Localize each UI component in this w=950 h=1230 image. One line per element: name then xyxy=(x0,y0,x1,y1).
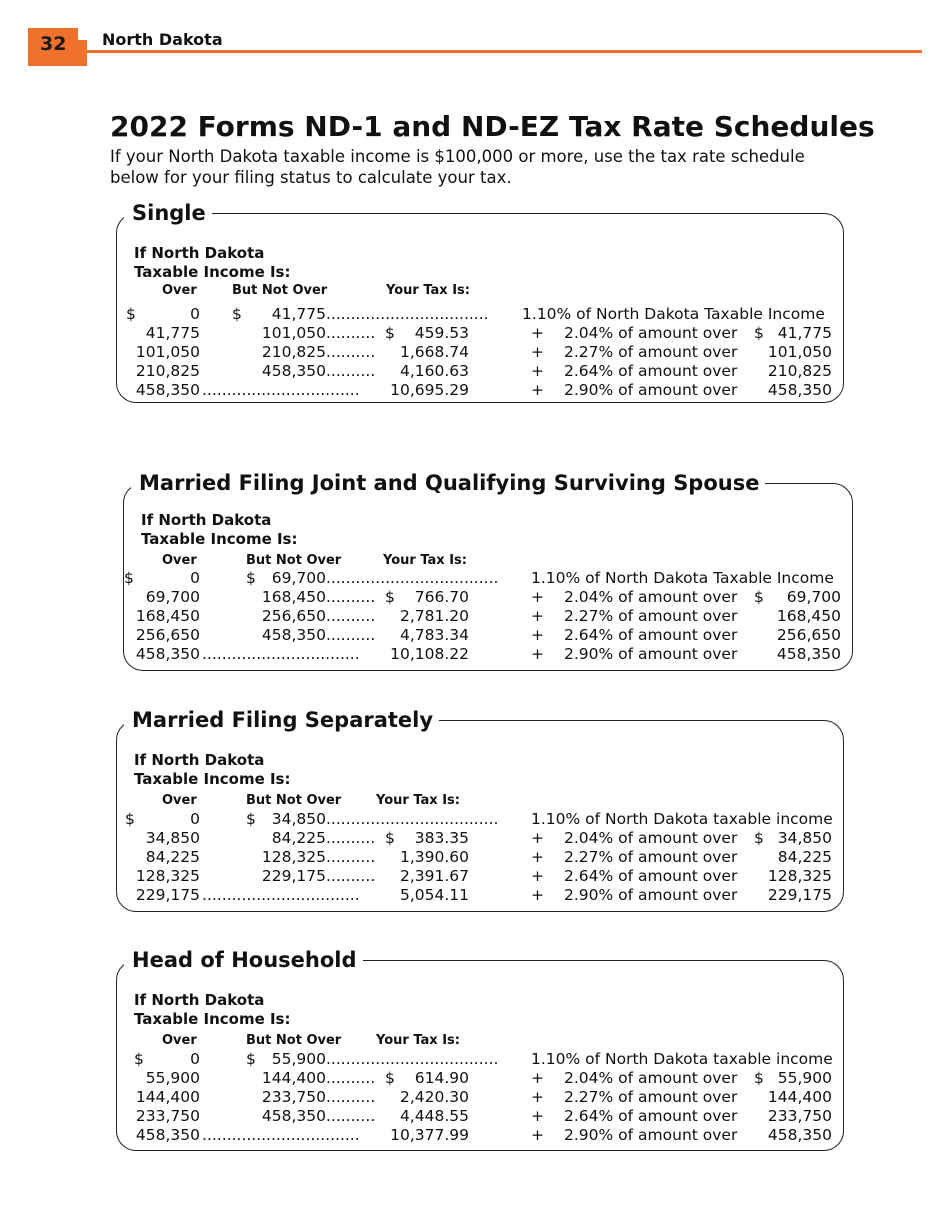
cell-rate: 2.90% of amount over xyxy=(564,1126,738,1144)
column-header-over: Over xyxy=(162,553,197,568)
plus-sign: + xyxy=(531,867,544,885)
column-header-but-not-over: But Not Over xyxy=(246,1033,342,1048)
dollar-sign: $ xyxy=(385,324,395,342)
leader-dots: ................................. xyxy=(326,305,489,323)
cell-but-not-over: 233,750 xyxy=(261,1088,326,1106)
cell-tax-amount: 459.53 xyxy=(414,324,469,342)
table-row xyxy=(123,626,853,645)
cell-amount-over: 69,700 xyxy=(786,588,841,606)
cell-but-not-over: 458,350 xyxy=(261,626,326,644)
cell-but-not-over: 229,175 xyxy=(261,867,326,885)
leader-dots: .......... xyxy=(326,607,376,625)
cell-over: 69,700 xyxy=(145,588,200,606)
dollar-sign: $ xyxy=(385,829,395,847)
cell-amount-over: 210,825 xyxy=(767,362,832,380)
column-header-but-not-over: But Not Over xyxy=(232,283,328,298)
cell-over: 144,400 xyxy=(135,1088,200,1106)
leader-dots: ................................... xyxy=(326,1050,499,1068)
page-title: 2022 Forms ND-1 and ND-EZ Tax Rate Schedules xyxy=(110,110,875,143)
subheading-line1: If North Dakota xyxy=(134,991,265,1009)
cell-rate: 1.10% of North Dakota taxable income xyxy=(531,810,833,828)
cell-over: 41,775 xyxy=(145,324,200,342)
plus-sign: + xyxy=(531,1107,544,1125)
schedule-single xyxy=(116,201,844,403)
leader-dots: ................................ xyxy=(202,886,360,904)
dollar-sign: $ xyxy=(246,1050,256,1068)
plus-sign: + xyxy=(531,607,544,625)
cell-rate: 2.90% of amount over xyxy=(564,381,738,399)
cell-over: 458,350 xyxy=(135,381,200,399)
cell-amount-over: 34,850 xyxy=(777,829,832,847)
table-row xyxy=(123,645,853,664)
cell-over: 0 xyxy=(190,1050,200,1068)
leader-dots: .......... xyxy=(326,362,376,380)
leader-dots: ................................ xyxy=(202,645,360,663)
table-row xyxy=(116,1126,844,1145)
table-row xyxy=(116,343,844,362)
plus-sign: + xyxy=(531,829,544,847)
cell-but-not-over: 34,850 xyxy=(271,810,326,828)
cell-over: 0 xyxy=(190,569,200,587)
subheading-line2: Taxable Income Is: xyxy=(134,1010,291,1028)
dollar-sign: $ xyxy=(125,810,135,828)
cell-rate: 2.04% of amount over xyxy=(564,324,738,342)
leader-dots: .......... xyxy=(326,626,376,644)
leader-dots: .......... xyxy=(326,829,376,847)
leader-dots: .......... xyxy=(326,324,376,342)
cell-tax-amount: 2,391.67 xyxy=(399,867,469,885)
cell-rate: 2.27% of amount over xyxy=(564,343,738,361)
cell-amount-over: 41,775 xyxy=(777,324,832,342)
cell-but-not-over: 458,350 xyxy=(261,1107,326,1125)
table-row xyxy=(116,324,844,343)
cell-tax-amount: 10,695.29 xyxy=(390,381,469,399)
cell-rate: 2.04% of amount over xyxy=(564,1069,738,1087)
column-header-over: Over xyxy=(162,283,197,298)
cell-but-not-over: 128,325 xyxy=(261,848,326,866)
cell-rate: 1.10% of North Dakota Taxable Income xyxy=(531,569,834,587)
cell-but-not-over: 84,225 xyxy=(271,829,326,847)
table-row xyxy=(116,381,844,400)
cell-amount-over: 256,650 xyxy=(776,626,841,644)
table-row xyxy=(116,1088,844,1107)
cell-over: 0 xyxy=(190,305,200,323)
table-row xyxy=(123,607,853,626)
subheading-line1: If North Dakota xyxy=(134,751,265,769)
subheading-line1: If North Dakota xyxy=(141,511,272,529)
cell-rate: 1.10% of North Dakota taxable income xyxy=(531,1050,833,1068)
subheading-line2: Taxable Income Is: xyxy=(134,770,291,788)
cell-rate: 2.27% of amount over xyxy=(564,1088,738,1106)
leader-dots: .......... xyxy=(326,343,376,361)
cell-but-not-over: 256,650 xyxy=(261,607,326,625)
cell-over: 458,350 xyxy=(135,645,200,663)
cell-rate: 2.64% of amount over xyxy=(564,362,738,380)
plus-sign: + xyxy=(531,1088,544,1106)
cell-over: 34,850 xyxy=(145,829,200,847)
cell-over: 233,750 xyxy=(135,1107,200,1125)
plus-sign: + xyxy=(531,324,544,342)
column-header-but-not-over: But Not Over xyxy=(246,793,342,808)
cell-tax-amount: 383.35 xyxy=(414,829,469,847)
cell-tax-amount: 10,377.99 xyxy=(390,1126,469,1144)
cell-tax-amount: 5,054.11 xyxy=(399,886,469,904)
table-row xyxy=(116,362,844,381)
header-state-name: North Dakota xyxy=(102,30,223,49)
table-row xyxy=(116,848,844,867)
cell-rate: 2.64% of amount over xyxy=(564,867,738,885)
cell-rate: 2.64% of amount over xyxy=(564,626,738,644)
cell-over: 229,175 xyxy=(135,886,200,904)
subheading-line2: Taxable Income Is: xyxy=(134,263,291,281)
column-header-your-tax: Your Tax Is: xyxy=(386,283,470,298)
cell-over: 84,225 xyxy=(145,848,200,866)
cell-but-not-over: 210,825 xyxy=(261,343,326,361)
table-row xyxy=(116,305,844,324)
cell-tax-amount: 4,448.55 xyxy=(399,1107,469,1125)
cell-but-not-over: 55,900 xyxy=(271,1050,326,1068)
column-header-over: Over xyxy=(162,1033,197,1048)
cell-but-not-over: 458,350 xyxy=(261,362,326,380)
cell-over: 458,350 xyxy=(135,1126,200,1144)
leader-dots: .......... xyxy=(326,867,376,885)
leader-dots: .......... xyxy=(326,1107,376,1125)
cell-amount-over: 101,050 xyxy=(767,343,832,361)
cell-over: 210,825 xyxy=(135,362,200,380)
cell-amount-over: 229,175 xyxy=(767,886,832,904)
cell-rate: 2.04% of amount over xyxy=(564,588,738,606)
cell-amount-over: 233,750 xyxy=(767,1107,832,1125)
dollar-sign: $ xyxy=(754,1069,764,1087)
dollar-sign: $ xyxy=(124,569,134,587)
dollar-sign: $ xyxy=(754,588,764,606)
leader-dots: .......... xyxy=(326,1069,376,1087)
plus-sign: + xyxy=(531,343,544,361)
intro-text: If your North Dakota taxable income is $100,000 or more, use the tax rate schedule below for your filing status to calculate your tax. xyxy=(110,147,805,187)
dollar-sign: $ xyxy=(385,1069,395,1087)
cell-amount-over: 458,350 xyxy=(776,645,841,663)
column-header-your-tax: Your Tax Is: xyxy=(383,553,467,568)
schedule-title: Married Filing Joint and Qualifying Surviving Spouse xyxy=(131,469,765,497)
table-row xyxy=(116,810,844,829)
dollar-sign: $ xyxy=(134,1050,144,1068)
table-row xyxy=(116,867,844,886)
cell-tax-amount: 4,160.63 xyxy=(399,362,469,380)
leader-dots: .......... xyxy=(326,1088,376,1106)
plus-sign: + xyxy=(531,1126,544,1144)
cell-tax-amount: 766.70 xyxy=(414,588,469,606)
cell-rate: 1.10% of North Dakota Taxable Income xyxy=(522,305,825,323)
subheading-line2: Taxable Income Is: xyxy=(141,530,298,548)
cell-over: 256,650 xyxy=(135,626,200,644)
cell-over: 168,450 xyxy=(135,607,200,625)
subheading-line1: If North Dakota xyxy=(134,244,265,262)
cell-over: 55,900 xyxy=(145,1069,200,1087)
cell-amount-over: 128,325 xyxy=(767,867,832,885)
table-row xyxy=(123,569,853,588)
cell-amount-over: 458,350 xyxy=(767,381,832,399)
cell-but-not-over: 41,775 xyxy=(271,305,326,323)
column-header-over: Over xyxy=(162,793,197,808)
table-row xyxy=(123,588,853,607)
schedule-title: Single xyxy=(124,199,212,227)
cell-tax-amount: 2,420.30 xyxy=(399,1088,469,1106)
dollar-sign: $ xyxy=(385,588,395,606)
schedule-married-joint xyxy=(123,471,853,671)
cell-amount-over: 144,400 xyxy=(767,1088,832,1106)
column-header-your-tax: Your Tax Is: xyxy=(376,1033,460,1048)
cell-over: 101,050 xyxy=(135,343,200,361)
cell-over: 0 xyxy=(190,810,200,828)
cell-but-not-over: 69,700 xyxy=(271,569,326,587)
dollar-sign: $ xyxy=(754,324,764,342)
plus-sign: + xyxy=(531,886,544,904)
leader-dots: .......... xyxy=(326,588,376,606)
cell-rate: 2.27% of amount over xyxy=(564,607,738,625)
plus-sign: + xyxy=(531,362,544,380)
table-row xyxy=(116,1069,844,1088)
cell-tax-amount: 10,108.22 xyxy=(390,645,469,663)
cell-rate: 2.90% of amount over xyxy=(564,886,738,904)
dollar-sign: $ xyxy=(246,810,256,828)
plus-sign: + xyxy=(531,645,544,663)
cell-but-not-over: 101,050 xyxy=(261,324,326,342)
dollar-sign: $ xyxy=(246,569,256,587)
page-number: 32 xyxy=(40,33,67,55)
column-header-but-not-over: But Not Over xyxy=(246,553,342,568)
cell-tax-amount: 1,668.74 xyxy=(399,343,469,361)
cell-tax-amount: 4,783.34 xyxy=(399,626,469,644)
leader-dots: .......... xyxy=(326,848,376,866)
cell-tax-amount: 614.90 xyxy=(414,1069,469,1087)
column-header-your-tax: Your Tax Is: xyxy=(376,793,460,808)
cell-amount-over: 55,900 xyxy=(777,1069,832,1087)
table-row xyxy=(116,1107,844,1126)
table-row xyxy=(116,829,844,848)
cell-amount-over: 168,450 xyxy=(776,607,841,625)
plus-sign: + xyxy=(531,1069,544,1087)
leader-dots: ................................ xyxy=(202,381,360,399)
cell-tax-amount: 1,390.60 xyxy=(399,848,469,866)
schedule-title: Married Filing Separately xyxy=(124,706,439,734)
cell-rate: 2.90% of amount over xyxy=(564,645,738,663)
schedule-married-separately xyxy=(116,708,844,912)
plus-sign: + xyxy=(531,588,544,606)
table-row xyxy=(116,1050,844,1069)
plus-sign: + xyxy=(531,381,544,399)
cell-but-not-over: 144,400 xyxy=(261,1069,326,1087)
cell-over: 128,325 xyxy=(135,867,200,885)
leader-dots: ................................ xyxy=(202,1126,360,1144)
table-row xyxy=(116,886,844,905)
plus-sign: + xyxy=(531,848,544,866)
schedule-head-of-household xyxy=(116,948,844,1151)
leader-dots: ................................... xyxy=(326,810,499,828)
schedule-title: Head of Household xyxy=(124,946,363,974)
dollar-sign: $ xyxy=(754,829,764,847)
dollar-sign: $ xyxy=(232,305,242,323)
cell-rate: 2.04% of amount over xyxy=(564,829,738,847)
cell-rate: 2.27% of amount over xyxy=(564,848,738,866)
cell-but-not-over: 168,450 xyxy=(261,588,326,606)
cell-rate: 2.64% of amount over xyxy=(564,1107,738,1125)
cell-amount-over: 458,350 xyxy=(767,1126,832,1144)
dollar-sign: $ xyxy=(126,305,136,323)
plus-sign: + xyxy=(531,626,544,644)
cell-tax-amount: 2,781.20 xyxy=(399,607,469,625)
header-rule xyxy=(86,50,922,53)
cell-amount-over: 84,225 xyxy=(777,848,832,866)
leader-dots: ................................... xyxy=(326,569,499,587)
